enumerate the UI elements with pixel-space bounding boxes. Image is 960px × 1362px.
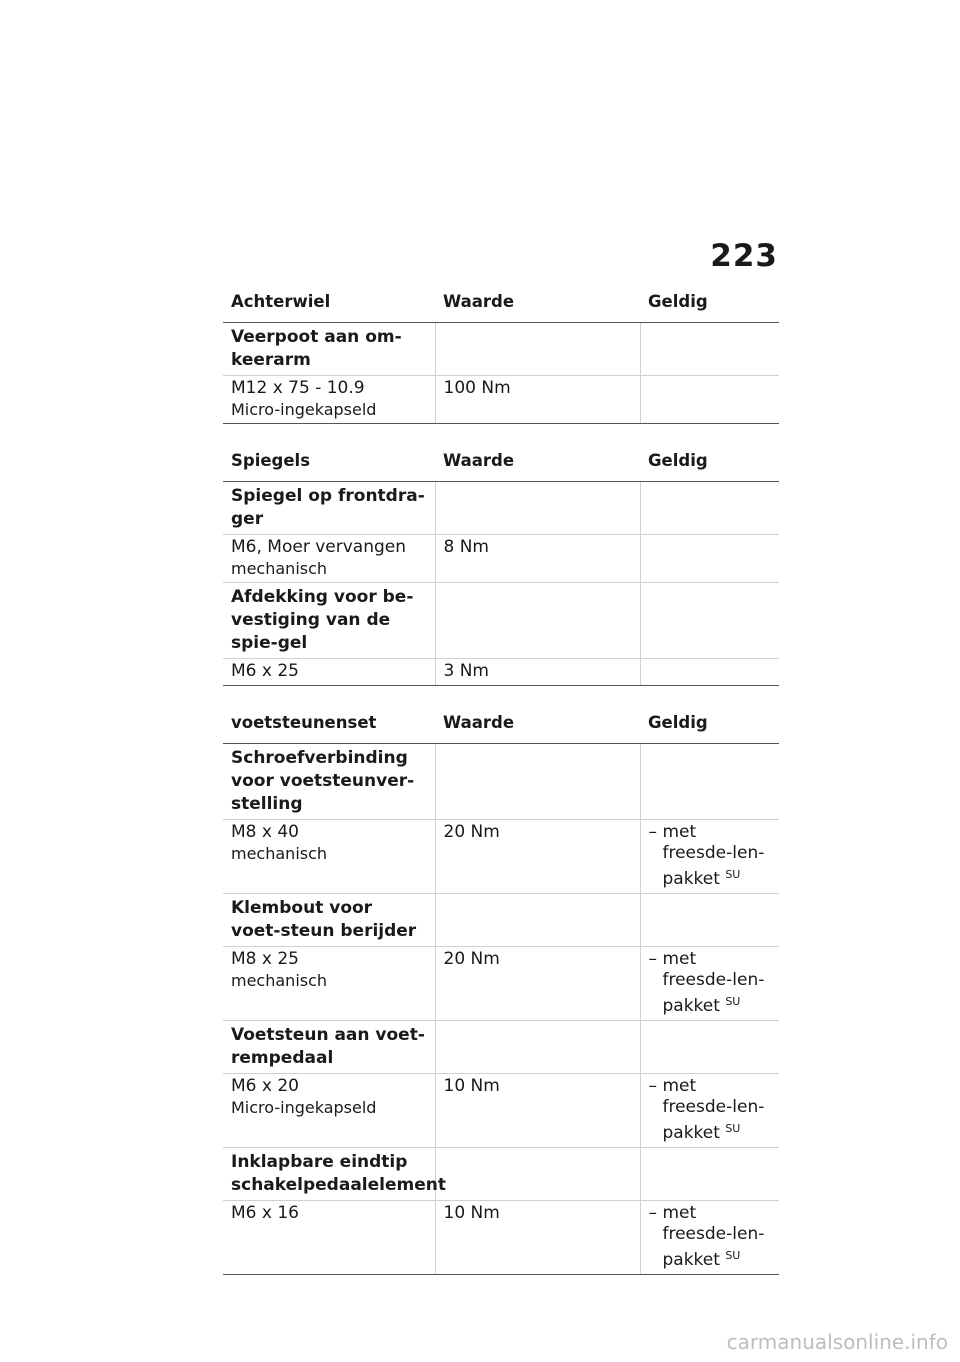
table-row: [223, 583, 779, 659]
group-label: Voetsteun aan voet-rempedaal: [223, 1021, 435, 1074]
valid-sup: SU: [725, 1122, 741, 1135]
header-valid: Geldig: [640, 708, 779, 744]
table-voetsteunenset: [223, 708, 779, 1275]
table-row: [223, 482, 779, 535]
table-spiegels: [223, 446, 779, 686]
group-label: Afdekking voor be-vestiging van de spie-gel: [223, 583, 435, 659]
value-text: 20 Nm: [435, 820, 640, 894]
spec-text: M8 x 40: [231, 822, 299, 842]
header-value: Waarde: [435, 446, 640, 482]
valid-text: met freesde-len-pakket: [662, 822, 765, 889]
table-row: [223, 820, 779, 894]
header-value: Waarde: [435, 708, 640, 744]
table-row: [223, 323, 779, 376]
table-achterwiel: [223, 287, 779, 424]
value-text: 10 Nm: [435, 1074, 640, 1148]
note-text: Micro-ingekapseld: [231, 400, 377, 419]
valid-text: met freesde-len-pakket: [662, 949, 765, 1016]
group-label: Veerpoot aan om-keerarm: [223, 323, 435, 376]
table-row: [223, 947, 779, 1021]
spec-text: M6 x 16: [231, 1203, 299, 1223]
value-text: 10 Nm: [435, 1201, 640, 1275]
value-text: 20 Nm: [435, 947, 640, 1021]
valid-sup: SU: [725, 868, 741, 881]
table-header: [223, 446, 779, 482]
valid-text: [640, 659, 779, 686]
note-text: mechanisch: [231, 971, 328, 990]
header-value: Waarde: [435, 287, 640, 323]
group-label: Klembout voor voet-steun berijder: [223, 894, 435, 947]
table-row: [223, 376, 779, 424]
valid-cell: – met freesde-len-pakket $^{SU}$: [640, 1201, 779, 1275]
table-header: [223, 287, 779, 323]
note-text: mechanisch: [231, 844, 328, 863]
spec-text: M6 x 20: [231, 1076, 299, 1096]
spec-text: M6 x 25: [231, 661, 299, 681]
header-valid: Geldig: [640, 287, 779, 323]
valid-sup: SU: [725, 995, 741, 1008]
table-row: [223, 1074, 779, 1148]
valid-cell: – met freesde-len-pakket $^{SU}$: [640, 1074, 779, 1148]
valid-text: met freesde-len-pakket: [662, 1203, 765, 1270]
header-valid: Geldig: [640, 446, 779, 482]
header-component: voetsteunenset: [223, 708, 435, 744]
valid-cell: – met freesde-len-pakket $^{SU}$: [640, 947, 779, 1021]
table-row: [223, 1148, 779, 1201]
table-row: [223, 535, 779, 583]
group-label: Inklapbare eindtip schakelpedaalelement: [223, 1148, 435, 1201]
table-header: [223, 708, 779, 744]
spec-text: M12 x 75 - 10.9: [231, 378, 365, 398]
value-text: 100 Nm: [435, 376, 640, 424]
header-component: Spiegels: [223, 446, 435, 482]
group-label: Spiegel op frontdra-ger: [223, 482, 435, 535]
note-text: mechanisch: [231, 559, 328, 578]
table-row: [223, 1021, 779, 1074]
group-label: Schroefverbinding voor voetsteunver-stelling: [223, 744, 435, 820]
torque-tables: [223, 287, 779, 1275]
valid-text: [640, 376, 779, 424]
valid-sup: SU: [725, 1249, 741, 1262]
valid-cell: – met freesde-len-pakket $^{SU}$: [640, 820, 779, 894]
watermark: carmanualsonline.info: [726, 1330, 948, 1354]
valid-text: [640, 535, 779, 583]
header-component: Achterwiel: [223, 287, 435, 323]
spec-text: M6, Moer vervangen: [231, 537, 406, 557]
note-text: Micro-ingekapseld: [231, 1098, 377, 1117]
value-text: 8 Nm: [435, 535, 640, 583]
table-row: [223, 894, 779, 947]
table-row: [223, 659, 779, 686]
page-number: 223: [710, 238, 778, 274]
table-row: [223, 1201, 779, 1275]
spec-text: M8 x 25: [231, 949, 299, 969]
table-row: [223, 744, 779, 820]
valid-text: met freesde-len-pakket: [662, 1076, 765, 1143]
value-text: 3 Nm: [435, 659, 640, 686]
